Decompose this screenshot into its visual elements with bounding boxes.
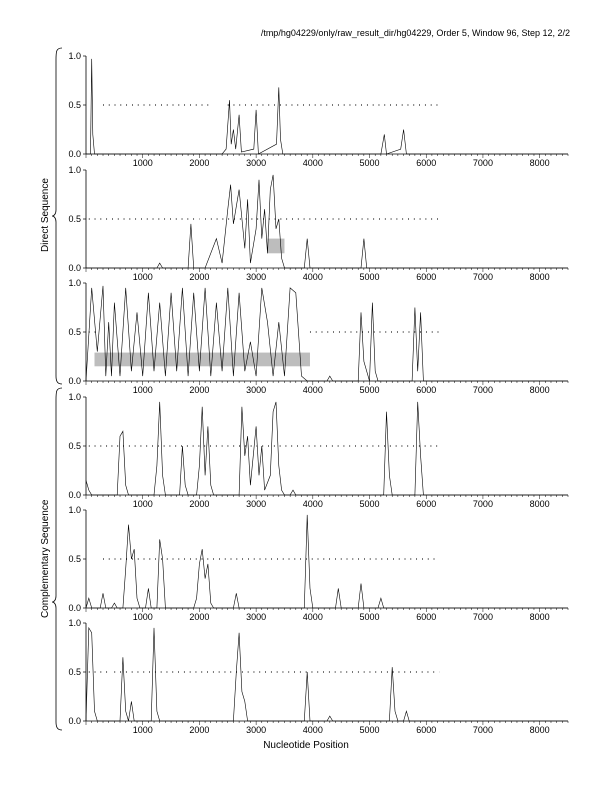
panel-4: [68, 392, 568, 509]
x-tick-label: 8000: [529, 385, 550, 395]
x-tick-label: 1000: [132, 272, 153, 282]
x-tick-label: 4000: [302, 158, 323, 168]
x-tick-label: 5000: [359, 272, 380, 282]
y-tick-label: 0.5: [68, 667, 81, 677]
x-tick-label: 8000: [529, 725, 550, 735]
x-tick-label: 1000: [132, 499, 153, 509]
x-tick-label: 8000: [529, 499, 550, 509]
x-tick-label: 2000: [189, 385, 210, 395]
group-brace-direct: [52, 48, 62, 384]
x-tick-label: 7000: [472, 499, 493, 509]
x-tick-label: 5000: [359, 158, 380, 168]
x-tick-label: 5000: [359, 385, 380, 395]
panel-5: [68, 505, 568, 622]
y-tick-label: 0.5: [68, 214, 81, 224]
y-tick-label: 1.0: [68, 505, 81, 515]
y-tick-label: 1.0: [68, 618, 81, 628]
y-tick-label: 0.5: [68, 100, 81, 110]
x-tick-label: 4000: [302, 725, 323, 735]
series-line: [86, 59, 568, 154]
x-tick-label: 7000: [472, 612, 493, 622]
x-tick-label: 8000: [529, 158, 550, 168]
y-tick-label: 0.5: [68, 441, 81, 451]
group-label-direct: Direct Sequence: [40, 178, 51, 252]
group-label-complementary: Complementary Sequence: [40, 499, 51, 618]
x-tick-label: 1000: [132, 612, 153, 622]
series-line: [86, 402, 568, 495]
x-tick-label: 6000: [416, 612, 437, 622]
x-tick-label: 4000: [302, 385, 323, 395]
x-tick-label: 8000: [529, 612, 550, 622]
x-tick-label: 2000: [189, 612, 210, 622]
series-line: [86, 175, 568, 268]
x-tick-label: 3000: [246, 385, 267, 395]
highlight-region: [95, 353, 310, 367]
panel-6: [68, 618, 568, 735]
x-tick-label: 7000: [472, 385, 493, 395]
panels-group: [68, 51, 568, 735]
x-tick-label: 3000: [246, 612, 267, 622]
panel-2: [68, 165, 568, 282]
x-tick-label: 7000: [472, 158, 493, 168]
y-tick-label: 0.0: [68, 376, 81, 386]
y-tick-label: 0.0: [68, 603, 81, 613]
x-tick-label: 2000: [189, 725, 210, 735]
x-tick-label: 2000: [189, 272, 210, 282]
x-axis-label: Nucleotide Position: [263, 740, 349, 751]
x-tick-label: 5000: [359, 725, 380, 735]
x-tick-label: 6000: [416, 158, 437, 168]
x-tick-label: 7000: [472, 272, 493, 282]
x-tick-label: 2000: [189, 158, 210, 168]
y-tick-label: 1.0: [68, 278, 81, 288]
series-line: [86, 515, 568, 608]
x-tick-label: 5000: [359, 612, 380, 622]
run-header: /tmp/hg04229/only/raw_result_dir/hg04229, Order 5, Window 96, Step 12, 2/2: [260, 28, 570, 38]
x-tick-label: 3000: [246, 725, 267, 735]
series-line: [86, 286, 568, 381]
x-tick-label: 3000: [246, 272, 267, 282]
highlight-region: [267, 239, 284, 254]
y-tick-label: 0.0: [68, 490, 81, 500]
y-tick-label: 1.0: [68, 165, 81, 175]
y-tick-label: 1.0: [68, 392, 81, 402]
x-tick-label: 4000: [302, 499, 323, 509]
y-tick-label: 0.0: [68, 149, 81, 159]
group-brace-complementary: [52, 388, 62, 730]
y-tick-label: 0.5: [68, 327, 81, 337]
x-tick-label: 4000: [302, 612, 323, 622]
x-tick-label: 6000: [416, 499, 437, 509]
y-tick-label: 0.0: [68, 716, 81, 726]
x-tick-label: 4000: [302, 272, 323, 282]
panel-1: [68, 51, 568, 168]
x-tick-label: 1000: [132, 158, 153, 168]
x-tick-label: 3000: [246, 499, 267, 509]
y-tick-label: 0.5: [68, 554, 81, 564]
x-tick-label: 1000: [132, 385, 153, 395]
y-tick-label: 1.0: [68, 51, 81, 61]
y-tick-label: 0.0: [68, 263, 81, 273]
x-tick-label: 2000: [189, 499, 210, 509]
x-tick-label: 1000: [132, 725, 153, 735]
x-tick-label: 3000: [246, 158, 267, 168]
x-tick-label: 6000: [416, 385, 437, 395]
x-tick-label: 5000: [359, 499, 380, 509]
x-tick-label: 6000: [416, 725, 437, 735]
x-tick-label: 6000: [416, 272, 437, 282]
series-line: [86, 628, 568, 721]
x-tick-label: 8000: [529, 272, 550, 282]
x-tick-label: 7000: [472, 725, 493, 735]
panel-3: [68, 278, 568, 395]
